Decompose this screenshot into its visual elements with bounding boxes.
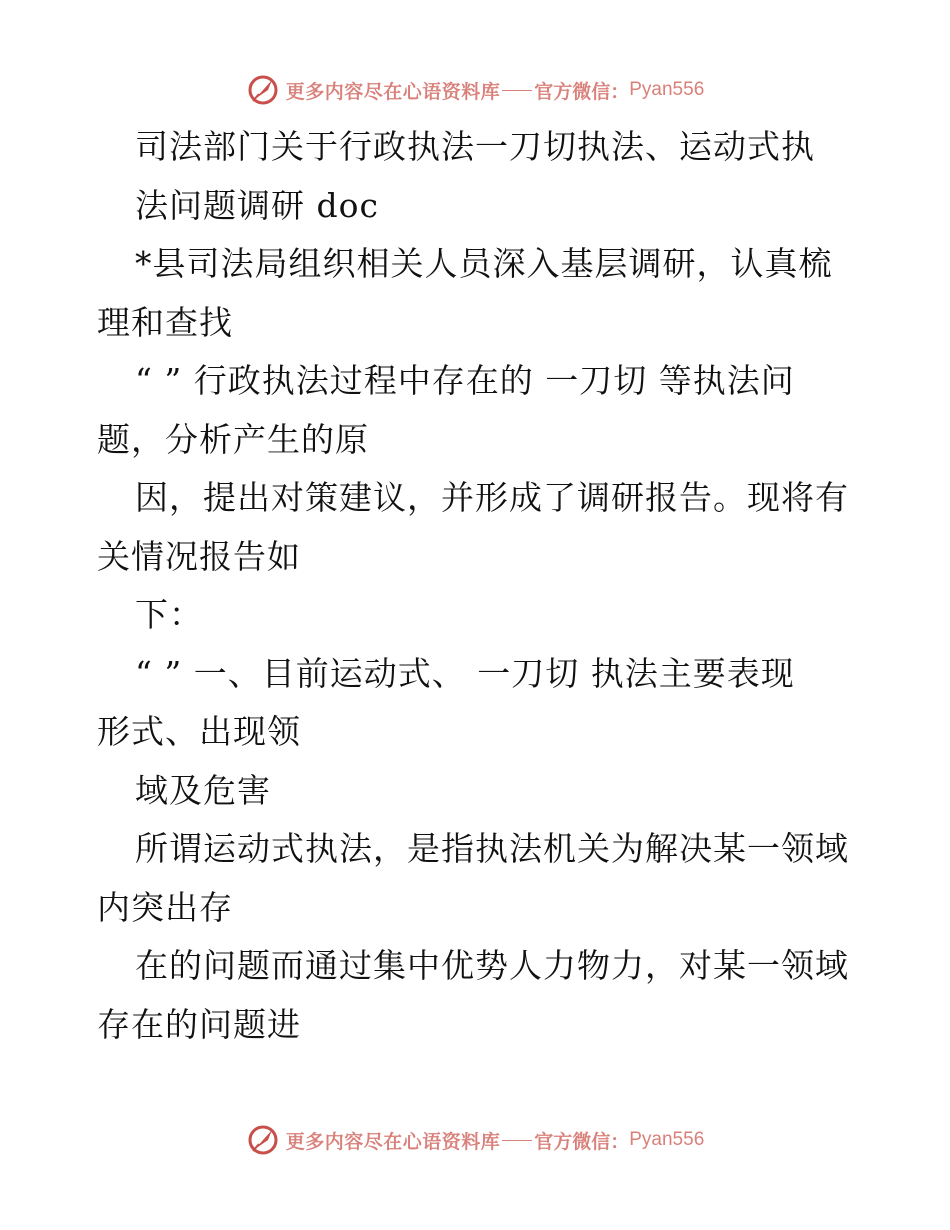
paragraph-line: 存在的问题进 bbox=[97, 1004, 301, 1044]
watermark-wechat-id: Pyan556 bbox=[629, 79, 705, 100]
paragraph-line: 在的问题而通过集中优势人力物力，对某一领域 bbox=[135, 946, 849, 985]
watermark-brand: 更多内容尽在心语资料库 bbox=[285, 80, 501, 103]
footer-watermark bbox=[0, 1120, 950, 1160]
quill-circle-icon bbox=[246, 73, 280, 107]
paragraph-line: 理和查找 bbox=[97, 302, 233, 342]
paragraph-line: 关情况报告如 bbox=[97, 536, 301, 576]
paragraph-line: “ ” 行政执法过程中存在的 一刀切 等执法问 bbox=[135, 361, 795, 400]
watermark-wechat-label: 官方微信： bbox=[534, 80, 630, 103]
paragraph-line: *县司法局组织相关人员深入基层调研，认真梳 bbox=[135, 244, 833, 283]
paragraph-line: 题，分析产生的原 bbox=[97, 419, 369, 459]
quill-circle-icon bbox=[246, 1123, 280, 1157]
paragraph-line: 下： bbox=[135, 595, 203, 634]
document-body bbox=[97, 118, 857, 1054]
header-watermark bbox=[0, 70, 950, 110]
watermark-separator bbox=[502, 1140, 532, 1141]
paragraph-line: 所谓运动式执法，是指执法机关为解决某一领域 bbox=[135, 829, 849, 868]
watermark-brand: 更多内容尽在心语资料库 bbox=[285, 1130, 501, 1153]
watermark-wechat-label: 官方微信： bbox=[534, 1130, 630, 1153]
document-title-line: 法问题调研 doc bbox=[135, 185, 379, 225]
watermark-wechat-id: Pyan556 bbox=[629, 1129, 705, 1150]
paragraph-line: 因，提出对策建议，并形成了调研报告。现将有 bbox=[135, 478, 849, 517]
section-heading-line: 域及危害 bbox=[135, 770, 271, 810]
paragraph-line: 内突出存 bbox=[97, 887, 233, 927]
section-heading-line: “ ” 一、目前运动式、 一刀切 执法主要表现 bbox=[135, 653, 795, 693]
document-title-line: 司法部门关于行政执法一刀切执法、运动式执 bbox=[135, 127, 815, 166]
watermark-separator bbox=[502, 90, 532, 91]
section-heading-line: 形式、出现领 bbox=[97, 712, 301, 751]
